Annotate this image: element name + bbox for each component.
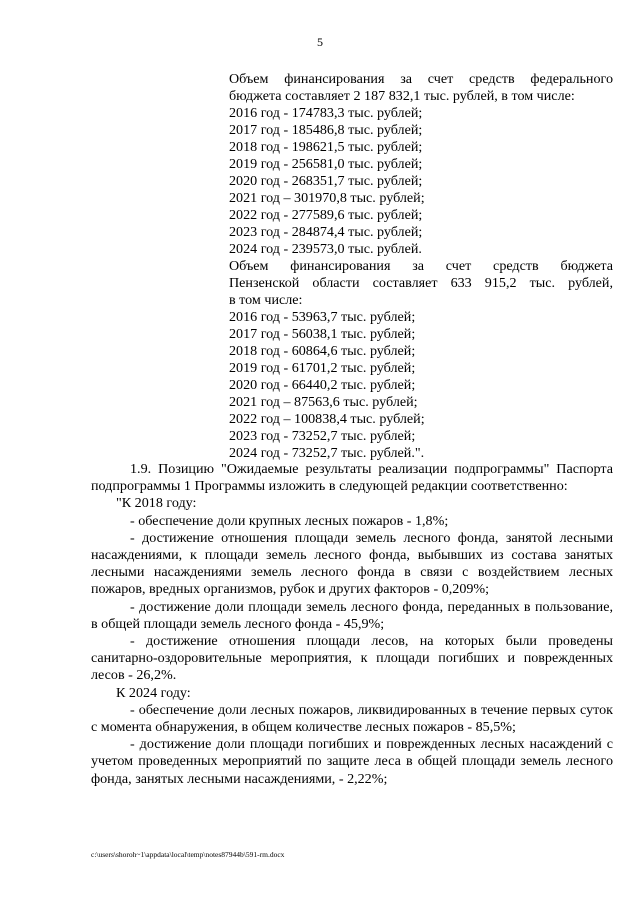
k2018-item: - обеспечение доли крупных лесных пожаров - 1,8%; — [130, 512, 449, 529]
regional-year-line: 2021 год – 87563,6 тыс. рублей; — [229, 394, 418, 410]
regional-year-line: 2022 год – 100838,4 тыс. рублей; — [229, 411, 425, 427]
k2024-heading: К 2024 году: — [116, 684, 191, 701]
k2024-item: - обеспечение доли лесных пожаров, ликвидированных в течение первых суток с момента обнаружения, в общем количестве лесных пожаров - 85,5%; — [91, 701, 613, 736]
footer-file-path: c:\users\shoroh~1\appdata\local\temp\notes87944b\591-rm.docx — [91, 850, 285, 859]
regional-year-line: 2016 год - 53963,7 тыс. рублей; — [229, 309, 416, 325]
regional-year-line: 2020 год - 66440,2 тыс. рублей; — [229, 377, 416, 393]
main-text — [91, 461, 613, 788]
k2018-heading: "К 2018 году: — [116, 495, 197, 512]
federal-year-line: 2017 год - 185486,8 тыс. рублей; — [229, 122, 423, 138]
regional-intro-line1: Объем финансирования за счет средств бюджета — [229, 258, 613, 274]
page-number: 5 — [317, 35, 323, 49]
federal-year-line: 2024 год - 239573,0 тыс. рублей. — [229, 241, 422, 257]
k2018-item: - достижение отношения площади лесов, на которых были проведены санитарно-оздоровительные мероприятия, к площади погибших и поврежденных лесов - 26,2%. — [91, 633, 613, 684]
section-1-9-paragraph: 1.9. Позицию "Ожидаемые результаты реализации подпрограммы" Паспорта подпрограммы 1 Программы изложить в следующей редакции соответственно: — [91, 461, 613, 495]
regional-year-line: 2023 год - 73252,7 тыс. рублей; — [229, 428, 416, 444]
regional-year-line: 2024 год - 73252,7 тыс. рублей.". — [229, 445, 425, 461]
regional-intro-line3: в том числе: — [229, 292, 303, 308]
regional-intro-line2: Пензенской области составляет 633 915,2 тыс. рублей, — [229, 275, 613, 291]
federal-year-line: 2022 год - 277589,6 тыс. рублей; — [229, 207, 423, 223]
federal-year-line: 2020 год - 268351,7 тыс. рублей; — [229, 173, 423, 189]
k2018-item: - достижение отношения площади земель лесного фонда, занятой лесными насаждениями, к площади земель лесного фонда, выбывших из состава занятых лесными насаждениями земель лесного фонда в связи с воздействием лесных пожаров, вредных организмов, рубок и других факторов - 0,209%; — [91, 529, 613, 598]
federal-year-line: 2016 год - 174783,3 тыс. рублей; — [229, 105, 423, 121]
federal-year-line: 2021 год – 301970,8 тыс. рублей; — [229, 190, 425, 206]
regional-year-line: 2017 год - 56038,1 тыс. рублей; — [229, 326, 416, 342]
financing-block — [229, 71, 613, 462]
federal-intro-line2: бюджета составляет 2 187 832,1 тыс. рублей, в том числе: — [229, 88, 575, 104]
federal-year-line: 2019 год - 256581,0 тыс. рублей; — [229, 156, 423, 172]
k2018-item: - достижение доли площади земель лесного фонда, переданных в пользование, в общей площади земель лесного фонда - 45,9%; — [91, 598, 613, 632]
federal-intro-line1: Объем финансирования за счет средств федерального — [229, 71, 613, 87]
k2024-item: - достижение доли площади погибших и поврежденных лесных насаждений с учетом проведенных мероприятий по защите леса в общей площади земель лесного фонда, занятых лесными насаждениями, - 2,22%; — [91, 736, 613, 787]
federal-year-line: 2023 год - 284874,4 тыс. рублей; — [229, 224, 423, 240]
regional-year-line: 2018 год - 60864,6 тыс. рублей; — [229, 343, 416, 359]
federal-year-line: 2018 год - 198621,5 тыс. рублей; — [229, 139, 423, 155]
regional-year-line: 2019 год - 61701,2 тыс. рублей; — [229, 360, 416, 376]
